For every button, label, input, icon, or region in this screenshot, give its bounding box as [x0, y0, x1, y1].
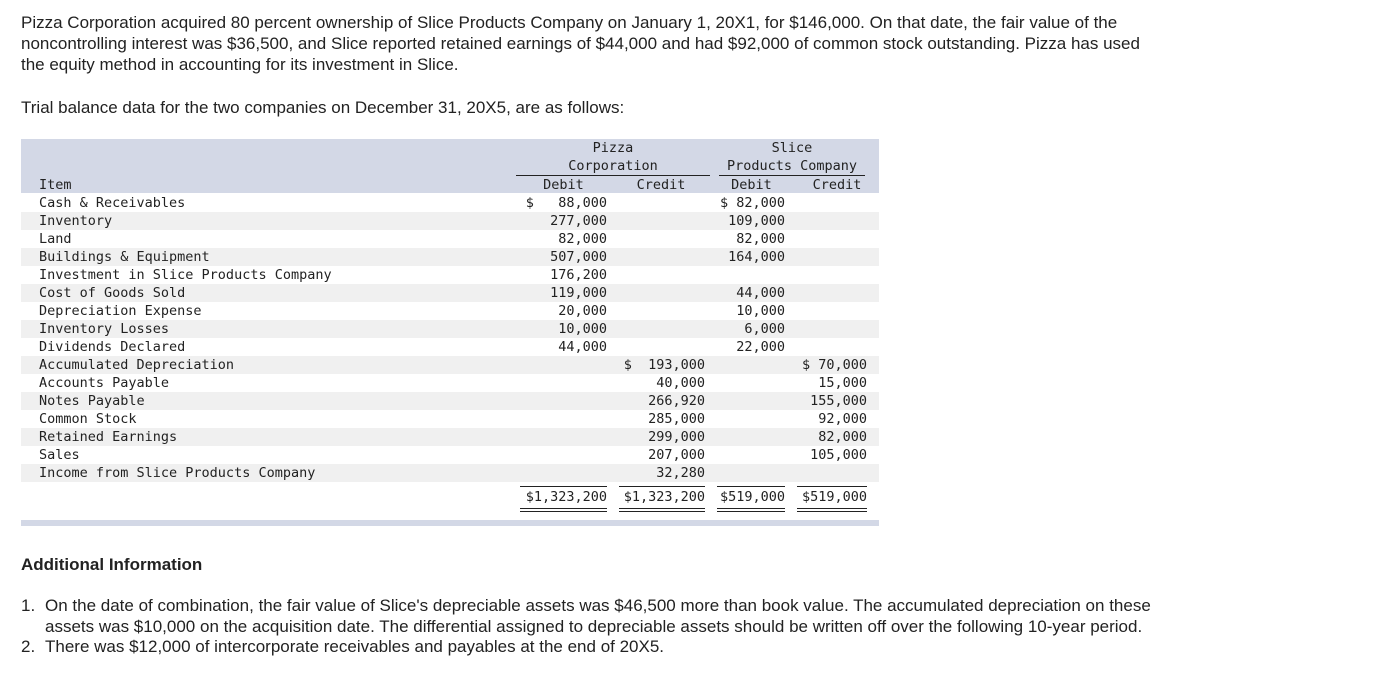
pizza-debit-cell: 44,000	[558, 339, 607, 355]
item-cell: Common Stock	[39, 411, 137, 427]
intro-paragraph: Pizza Corporation acquired 80 percent ownership of Slice Products Company on January 1, 20X1, for $146,000. On that date, the fair value of the noncontrolling interest was $36,500, and Slice reported retained earnings of $44,000 and had $92,000 of common stock outstanding. Pizza has used the equity method in accounting for its investment in Slice.	[21, 13, 1140, 74]
pizza-debit-header: Debit	[543, 177, 584, 193]
list-item-text: On the date of combination, the fair value of Slice's depreciable assets was $46,500 more than book value. The accumulated depreciation on these assets was $10,000 on the acquisition date. The differential assigned to depreciable assets should be written off over the following 10-year period.	[45, 596, 1151, 636]
slice-credit-cell: 15,000	[818, 375, 867, 391]
item-cell: Income from Slice Products Company	[39, 465, 316, 481]
pizza-debit-cell: 10,000	[558, 321, 607, 337]
double-rule-4a	[797, 508, 867, 509]
pizza-credit-header: Credit	[636, 177, 686, 193]
pizza-debit-cell: 20,000	[558, 303, 607, 319]
table-bottom-bar	[21, 520, 879, 526]
item-cell: Accumulated Depreciation	[39, 357, 235, 373]
item-cell: Depreciation Expense	[39, 303, 202, 319]
item-cell: Retained Earnings	[39, 429, 178, 445]
item-cell: Land	[39, 231, 72, 247]
list-item-number: 1.	[21, 596, 36, 615]
list-item-number: 2.	[21, 637, 36, 656]
trial-balance-table	[21, 139, 879, 526]
double-rule-2b	[619, 511, 705, 512]
trial-balance-lead-text: Trial balance data for the two companies on December 31, 20X5, are as follows:	[21, 98, 625, 117]
pizza-debit-cell: 277,000	[550, 213, 607, 229]
slice-debit-cell: 109,000	[728, 213, 785, 229]
row-stripe	[21, 392, 879, 410]
item-cell: Investment in Slice Products Company	[39, 267, 332, 283]
slice-debit-cell: $ 82,000	[719, 195, 785, 211]
slice-credit-cell: 82,000	[818, 429, 867, 445]
additional-information-title: Additional Information	[21, 555, 203, 574]
pizza-debit-cell: $ 88,000	[525, 195, 607, 211]
pizza-credit-total-rule	[619, 486, 705, 487]
double-rule-1b	[520, 511, 607, 512]
slice-credit-total-rule	[797, 486, 867, 487]
pizza-credit-cell: $ 193,000	[623, 357, 705, 373]
list-item	[21, 596, 1161, 637]
list-item	[21, 637, 1161, 658]
slice-header-line1: Slice	[771, 140, 813, 156]
slice-debit-cell: 22,000	[736, 339, 785, 355]
slice-credit-header: Credit	[812, 177, 862, 193]
slice-header-line2: Products Company	[726, 158, 858, 174]
pizza-credit-cell: 40,000	[656, 375, 705, 391]
slice-debit-total-rule	[717, 486, 785, 487]
pizza-header-line1: Pizza	[592, 140, 634, 156]
pizza-debit-cell: 507,000	[550, 249, 607, 265]
slice-credit-cell: $ 70,000	[801, 357, 867, 373]
slice-debit-cell: 10,000	[736, 303, 785, 319]
pizza-debit-total-rule	[520, 486, 607, 487]
slice-credit-cell: 92,000	[818, 411, 867, 427]
item-cell: Buildings & Equipment	[39, 249, 210, 265]
additional-information-list	[21, 596, 1161, 658]
list-item-text: There was $12,000 of intercorporate receivables and payables at the end of 20X5.	[45, 637, 665, 656]
pizza-credit-cell: 299,000	[648, 429, 705, 445]
double-rule-3b	[717, 511, 785, 512]
item-cell: Accounts Payable	[39, 375, 170, 391]
problem-statement	[21, 12, 1161, 75]
slice-credit-cell: 155,000	[810, 393, 867, 409]
slice-debit-cell: 44,000	[736, 285, 785, 301]
pizza-header-line2: Corporation	[568, 158, 658, 174]
item-column-header: Item	[39, 177, 72, 193]
double-rule-3a	[717, 508, 785, 509]
item-cell: Inventory	[39, 213, 113, 229]
pizza-debit-total: $1,323,200	[525, 489, 607, 505]
slice-debit-cell: 6,000	[744, 321, 785, 337]
double-rule-4b	[797, 511, 867, 512]
pizza-debit-cell: 119,000	[550, 285, 607, 301]
pizza-debit-cell: 82,000	[558, 231, 607, 247]
pizza-credit-cell: 207,000	[648, 447, 705, 463]
item-cell: Dividends Declared	[39, 339, 186, 355]
item-cell: Cash & Receivables	[39, 195, 186, 211]
slice-debit-header: Debit	[731, 177, 772, 193]
slice-credit-cell: 105,000	[810, 447, 867, 463]
double-rule-2a	[619, 508, 705, 509]
pizza-credit-cell: 32,280	[656, 465, 705, 481]
pizza-credit-cell: 266,920	[648, 393, 705, 409]
item-cell: Sales	[39, 447, 80, 463]
item-cell: Notes Payable	[39, 393, 145, 409]
pizza-debit-cell: 176,200	[550, 267, 607, 283]
slice-debit-cell: 164,000	[728, 249, 785, 265]
slice-debit-cell: 82,000	[736, 231, 785, 247]
pizza-credit-total: $1,323,200	[623, 489, 705, 505]
item-cell: Cost of Goods Sold	[39, 285, 186, 301]
pizza-credit-cell: 285,000	[648, 411, 705, 427]
double-rule-1a	[520, 508, 607, 509]
item-cell: Inventory Losses	[39, 321, 170, 337]
slice-credit-total: $519,000	[801, 489, 867, 505]
slice-debit-total: $519,000	[719, 489, 785, 505]
